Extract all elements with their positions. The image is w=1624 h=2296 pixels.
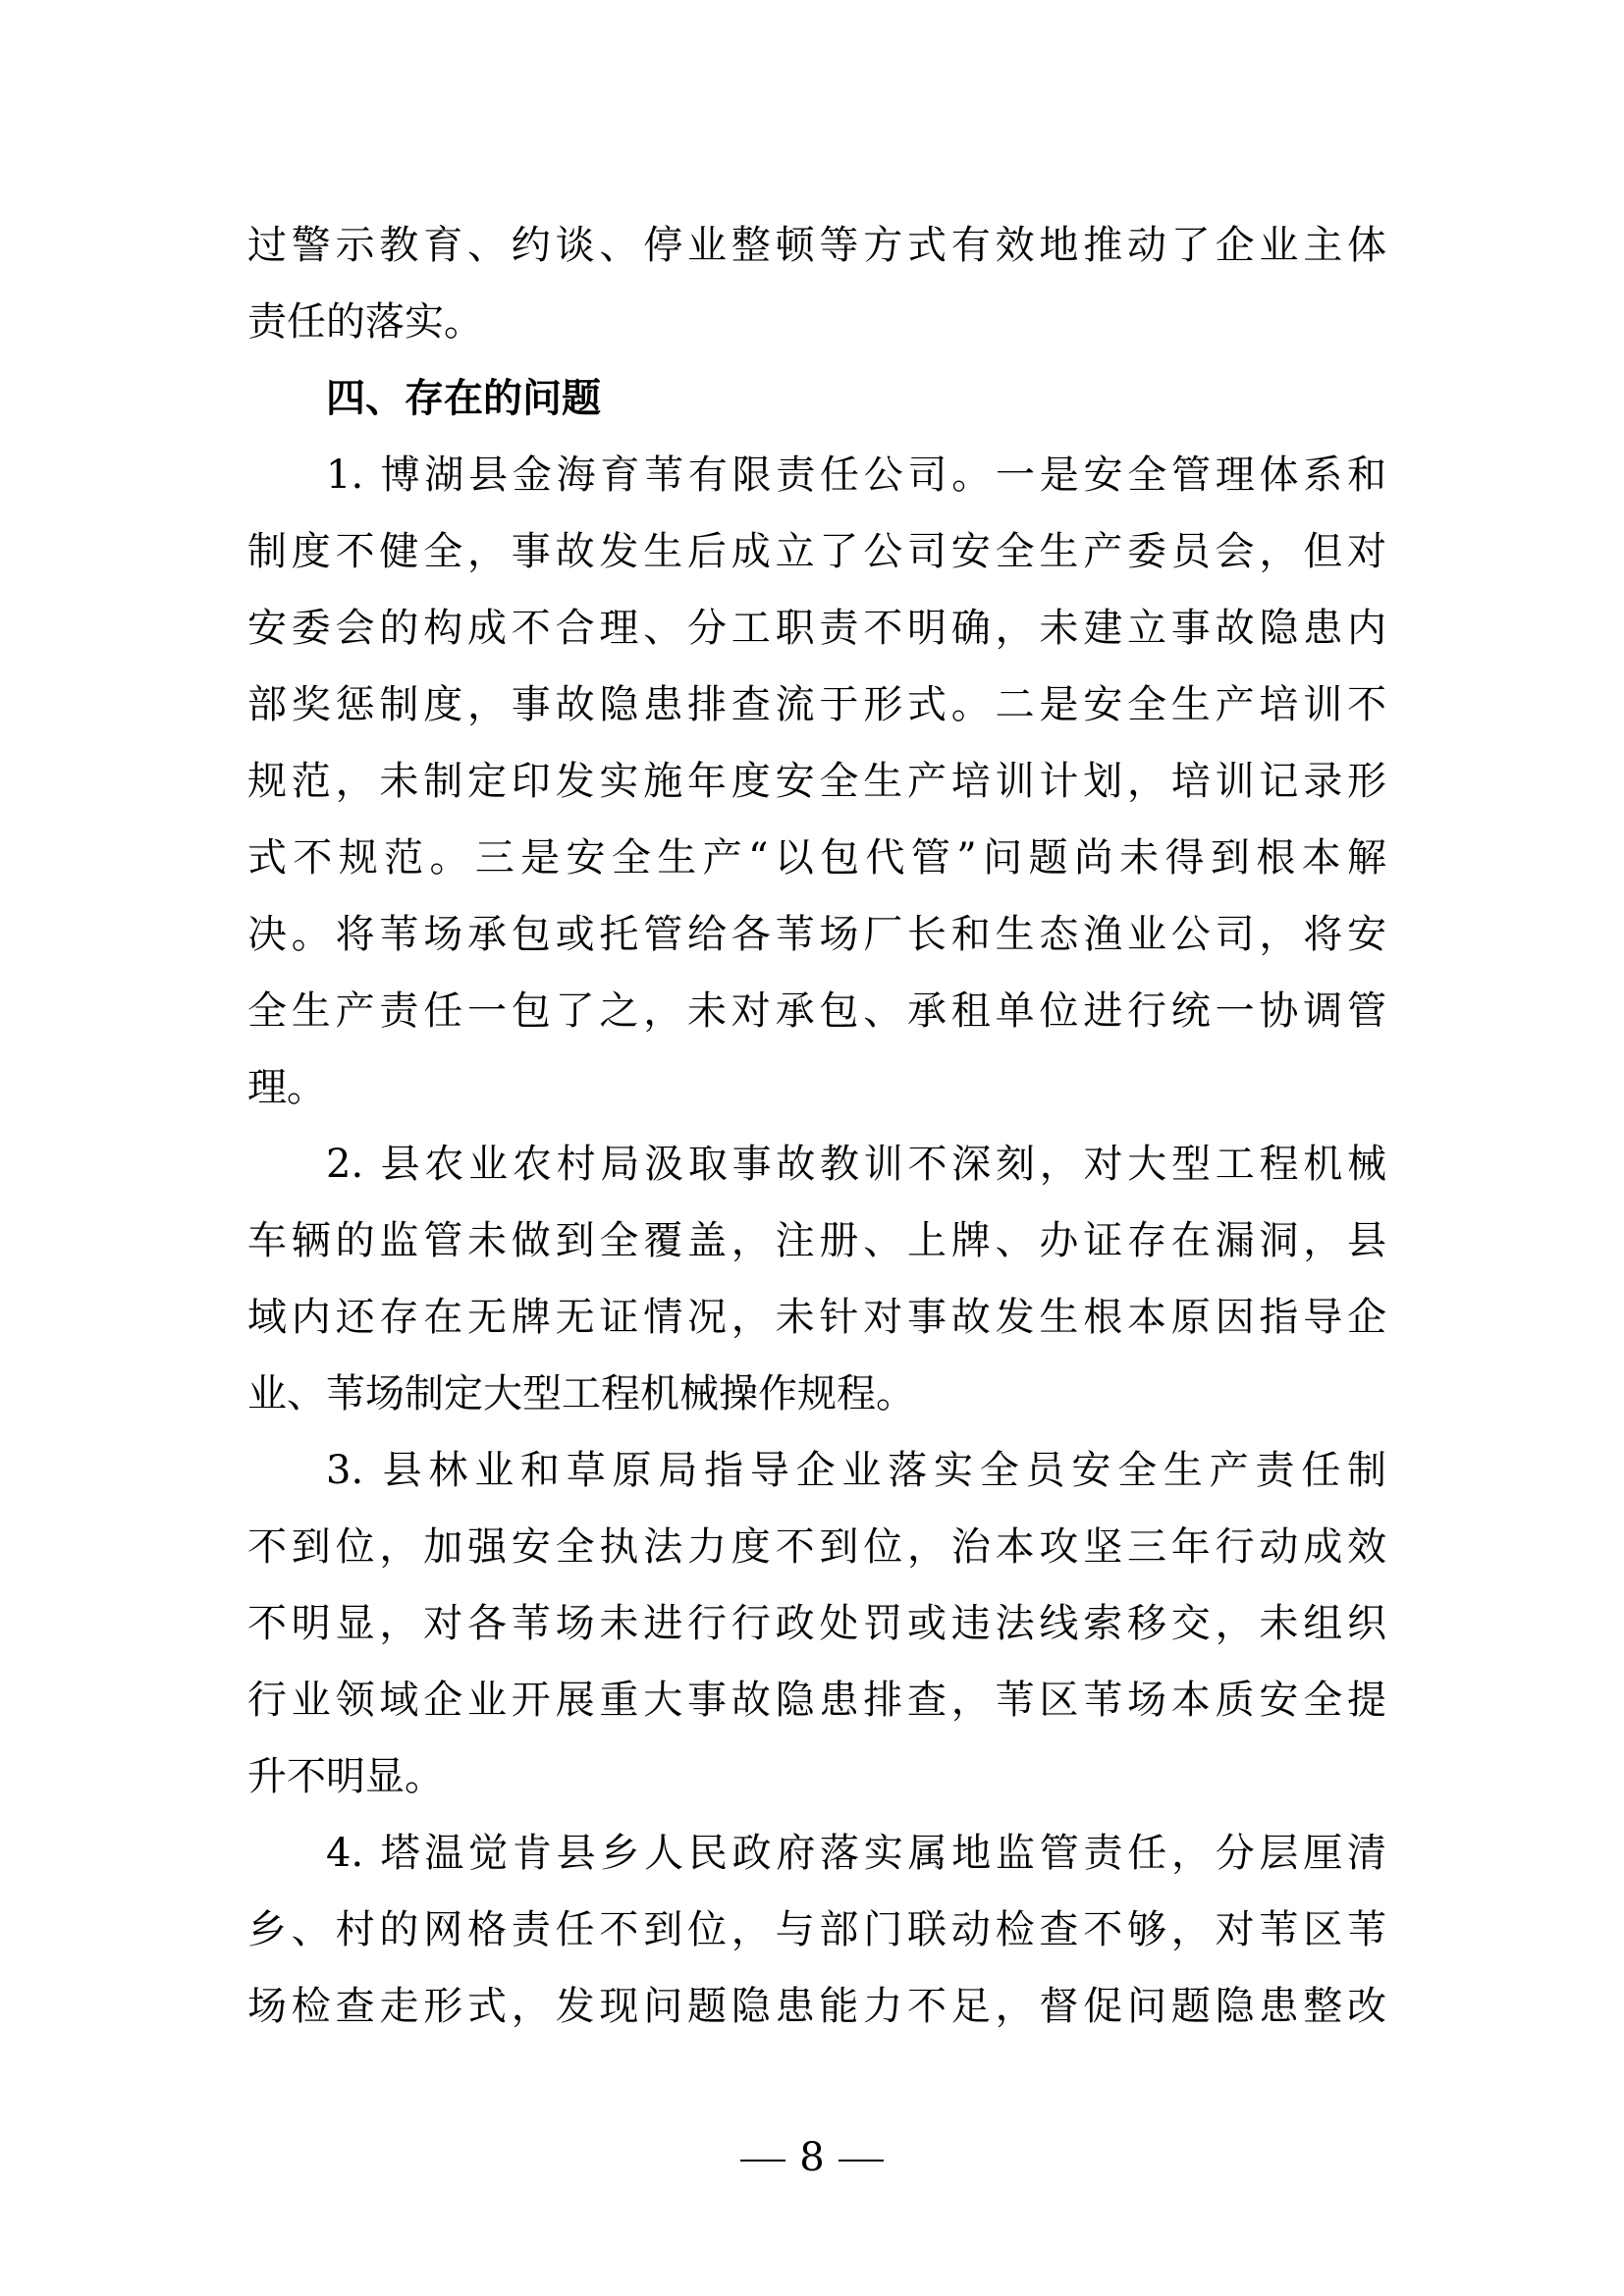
text-line: 域内还存在无牌无证情况，未针对事故发生根本原因指导企 [247,1295,1386,1340]
text-line: 3. 县林业和草原局指导企业落实全员安全生产责任制 [326,1448,1386,1493]
text-line: 1. 博湖县金海育苇有限责任公司。一是安全管理体系和 [326,453,1386,498]
text-line: 不明显，对各苇场未进行行政处罚或违法线索移交，未组织 [247,1601,1386,1646]
text-line: 场检查走形式，发现问题隐患能力不足，督促问题隐患整改 [247,1984,1386,2029]
text-line: 4. 塔温觉肯县乡人民政府落实属地监管责任，分层厘清 [326,1831,1386,1876]
text-line: 升不明显。 [247,1754,444,1799]
page-number: 8 [799,2135,825,2180]
text-line: 过警示教育、约谈、停业整顿等方式有效地推动了企业主体 [247,223,1386,268]
text-line: 决。将苇场承包或托管给各苇场厂长和生态渔业公司，将安 [247,912,1386,957]
text-line: 乡、村的网格责任不到位，与部门联动检查不够，对苇区苇 [247,1907,1386,1952]
text-line: 规范，未制定印发实施年度安全生产培训计划，培训记录形 [247,759,1386,804]
text-line: 全生产责任一包了之，未对承包、承租单位进行统一协调管 [247,988,1386,1034]
text-line: 行业领域企业开展重大事故隐患排查，苇区苇场本质安全提 [247,1678,1386,1723]
text-line: 责任的落实。 [247,299,483,345]
text-line: 安委会的构成不合理、分工职责不明确，未建立事故隐患内 [247,606,1386,651]
text-line: 理。 [247,1065,326,1110]
text-line: 部奖惩制度，事故隐患排查流于形式。二是安全生产培训不 [247,682,1386,727]
text-line: 式不规范。三是安全生产“以包代管”问题尚未得到根本解 [247,835,1386,881]
text-line: 业、苇场制定大型工程机械操作规程。 [247,1371,915,1416]
text-line: 制度不健全，事故发生后成立了公司安全生产委员会，但对 [247,529,1386,574]
page-footer [0,2128,1624,2187]
body-text [247,207,1386,2045]
text-line: 车辆的监管未做到全覆盖，注册、上牌、办证存在漏洞，县 [247,1218,1386,1263]
text-line: 不到位，加强安全执法力度不到位，治本攻坚三年行动成效 [247,1524,1386,1570]
footer-dash-right [839,2160,884,2162]
list-item [247,1815,1386,2045]
list-item [247,1126,1386,1432]
text-line: 2. 县农业农村局汲取事故教训不深刻，对大型工程机械 [326,1142,1386,1187]
footer-dash-left [740,2160,785,2162]
section-heading: 四、存在的问题 [326,376,601,421]
list-item [247,437,1386,1126]
list-item [247,1432,1386,1815]
